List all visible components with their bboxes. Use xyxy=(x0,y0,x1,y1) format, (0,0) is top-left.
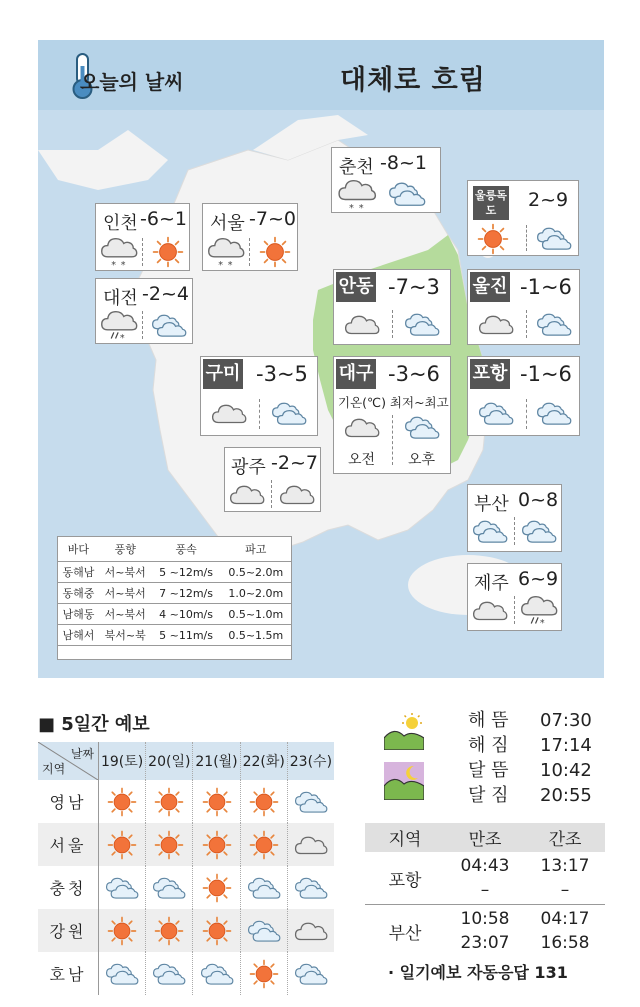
cloud-icon xyxy=(344,415,380,440)
cloud-snow-icon xyxy=(207,236,245,269)
table-row: 동해중 서~북서 7 ~12m/s 1.0~2.0m xyxy=(58,583,291,604)
legend-am-label: 오전 xyxy=(348,452,376,468)
footer-phone: · 일기예보 자동응답 131 xyxy=(388,963,568,982)
sun-icon xyxy=(99,780,146,823)
cloud-icon xyxy=(344,312,380,337)
sea-forecast-table: 바다 풍향 풍속 파고 동해남 서~북서 5 ~12m/s 0.5~2.0m 동해중 서~북서 7 ~12m/s 1.0~2.0m 남해동 서~북서 4 ~10m/s 0.5~1.0m 남해서 북서~북 5 ~11m/s 0.5~1.5m xyxy=(57,536,292,660)
cloudy-icon xyxy=(536,312,572,337)
cloudy-icon xyxy=(536,401,572,426)
city-box-seoul: 서울 -7~0 xyxy=(202,203,298,271)
cloudy-icon xyxy=(99,952,146,995)
cloudy-icon xyxy=(472,519,508,544)
cloudy-icon xyxy=(99,866,146,909)
sun-icon xyxy=(99,823,146,866)
cloudy-icon xyxy=(388,181,426,207)
table-row: 충청 xyxy=(38,866,334,909)
sun-icon xyxy=(146,780,193,823)
cloudy-icon xyxy=(240,909,287,952)
page-title: 오늘의 날씨 xyxy=(80,70,184,94)
city-box-gumi: 구미 -3~5 xyxy=(200,356,318,436)
cloudy-icon xyxy=(146,866,193,909)
cloud-icon xyxy=(229,482,265,507)
cloud-icon xyxy=(472,598,508,623)
cloudy-icon xyxy=(287,866,334,909)
city-box-andong: 안동 -7~3 xyxy=(333,269,451,345)
forecast-title: ■ 5일간 예보 xyxy=(38,714,150,735)
city-box-busan: 부산 0~8 xyxy=(467,484,562,552)
city-box-chuncheon: 춘천 -8~1 xyxy=(331,147,441,213)
table-row: 남해동 서~북서 4 ~10m/s 0.5~1.0m xyxy=(58,604,291,625)
city-box-pohang: 포항 -1~6 xyxy=(467,356,580,436)
sun-moon-times: 해 뜸 07:30 해 짐 17:14 달 뜸 10:42 달 짐 20:55 xyxy=(468,710,592,806)
sun-icon xyxy=(152,236,184,268)
cloud-snow-icon xyxy=(337,178,377,212)
cloudy-icon xyxy=(404,415,440,440)
sun-icon xyxy=(193,866,240,909)
cloudy-icon xyxy=(146,952,193,995)
weather-summary: 대체로 흐림 xyxy=(340,65,486,96)
cloudy-icon xyxy=(193,952,240,995)
table-row: 부산 10:58 23:07 04:17 16:58 xyxy=(388,909,590,953)
cloud-snow-icon xyxy=(100,236,138,269)
sun-icon xyxy=(146,909,193,952)
sunrise-icon xyxy=(384,712,424,750)
city-box-incheon: 인천 -6~1 xyxy=(95,203,190,271)
table-row: 동해남 서~북서 5 ~12m/s 0.5~2.0m xyxy=(58,562,291,583)
cloud-icon xyxy=(211,401,247,426)
cloudy-icon xyxy=(404,312,440,337)
cloudy-icon xyxy=(240,866,287,909)
sun-icon xyxy=(240,823,287,866)
tide-table: 지역 만조 간조 포항 04:43 – 13:17 – 부산 10:58 23:07 04:17 16:58 xyxy=(365,823,605,957)
sun-icon xyxy=(477,223,509,255)
city-box-uljin: 울진 -1~6 xyxy=(467,269,580,345)
cloudy-icon xyxy=(271,401,307,426)
five-day-forecast-table: 날짜 지역 19(토) 20(일) 21(월) 22(화) 23(수) 영남 서울 충청 강원 호남 xyxy=(38,742,334,995)
sun-icon xyxy=(193,823,240,866)
sun-icon xyxy=(259,236,291,268)
table-row: 남해서 북서~북 5 ~11m/s 0.5~1.5m xyxy=(58,625,291,646)
legend-pm-label: 오후 xyxy=(408,452,436,468)
sun-icon xyxy=(240,780,287,823)
table-corner-cell: 날짜 지역 xyxy=(38,742,99,780)
cloudy-icon xyxy=(521,519,557,544)
cloud-icon xyxy=(287,823,334,866)
city-box-jeju: 제주 6~9 xyxy=(467,563,562,631)
table-row: 강원 xyxy=(38,909,334,952)
cloudy-icon xyxy=(478,401,514,426)
rain-snow-icon xyxy=(520,594,558,627)
cloudy-icon xyxy=(287,780,334,823)
table-row: 영남 xyxy=(38,780,334,823)
city-box-daegu: 대구 -3~6 기온(℃) 최저~최고 오전 오후 xyxy=(333,356,451,474)
cloud-icon xyxy=(287,909,334,952)
sun-icon xyxy=(193,909,240,952)
sun-icon xyxy=(146,823,193,866)
sun-icon xyxy=(99,909,146,952)
sun-icon xyxy=(240,952,287,995)
city-box-gwangju: 광주 -2~7 xyxy=(224,447,321,512)
cloudy-icon xyxy=(536,226,572,251)
rain-snow-icon xyxy=(100,309,138,342)
cloudy-icon xyxy=(151,313,187,338)
moonrise-icon xyxy=(384,762,424,800)
city-box-daejeon: 대전 -2~4 xyxy=(95,278,193,344)
cloud-icon xyxy=(478,312,514,337)
sun-icon xyxy=(193,780,240,823)
legend-temp-label: 기온(℃) 최저~최고 xyxy=(338,395,449,410)
cloud-icon xyxy=(279,482,315,507)
cloudy-icon xyxy=(287,952,334,995)
table-row: 서울 xyxy=(38,823,334,866)
city-box-ulleung: 울릉독도 2~9 xyxy=(467,180,579,256)
table-row: 포항 04:43 – 13:17 – xyxy=(365,852,605,905)
table-row: 호남 xyxy=(38,952,334,995)
